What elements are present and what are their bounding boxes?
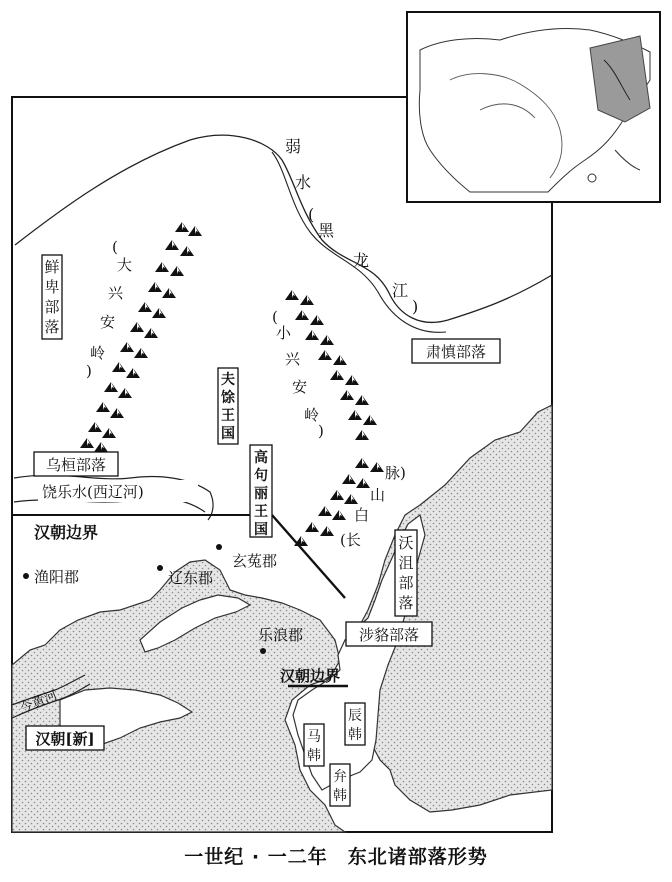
lelang-label: 乐浪郡 (258, 626, 304, 644)
ruoshui-char-5: 龙 (353, 251, 370, 270)
svg-text:夫: 夫 (221, 372, 235, 388)
xxa-char-2: 小 (276, 324, 292, 342)
liaodong-label: 辽东郡 (168, 569, 214, 587)
sushen-label: 肃慎部落 (425, 343, 487, 361)
dxa-char-2: 大 (117, 256, 133, 274)
han-border-2-group (280, 667, 340, 685)
svg-text:国: 国 (221, 426, 235, 442)
svg-text:马: 马 (307, 729, 321, 745)
ruoshui-char-6: 江 (392, 281, 409, 300)
xxa-char-3: 兴 (285, 350, 301, 368)
svg-text:馀: 馀 (221, 390, 235, 406)
xxa-char-1: ( (272, 308, 278, 326)
chenhan-label (345, 703, 365, 745)
huimo-label: 涉貉部落 (358, 626, 420, 644)
svg-text:韩: 韩 (307, 748, 321, 764)
svg-text:部: 部 (398, 574, 414, 592)
svg-text:鲜: 鲜 (44, 258, 60, 276)
yuyang-marker (23, 573, 29, 579)
han-xin-label: 汉朝[新] (35, 730, 95, 748)
dxa-char-3: 兴 (108, 284, 124, 302)
cbs-char-2: 白 (354, 506, 370, 524)
xxa-char-4: 安 (292, 378, 308, 396)
svg-text:落: 落 (44, 318, 60, 336)
map-caption: 一世纪 · 一二年 东北诸部落形势 (184, 846, 488, 868)
ruoshui-char-3: ( (308, 205, 315, 224)
svg-text:王: 王 (221, 408, 235, 424)
xuantu-label: 玄菟郡 (232, 552, 278, 570)
svg-text:部: 部 (44, 298, 60, 316)
gaogouli-label (250, 445, 272, 538)
svg-text:韩: 韩 (348, 727, 362, 743)
cbs-char-3: 山 (370, 486, 386, 504)
svg-text:弁: 弁 (333, 769, 347, 785)
cbs-char-1: (长 (340, 531, 361, 549)
han-xin-label-group (26, 726, 104, 750)
inset-map (407, 12, 660, 202)
wuhuan-label-group (34, 452, 118, 476)
yuyang-label: 渔阳郡 (34, 568, 80, 586)
svg-text:落: 落 (398, 594, 414, 612)
liaodong-marker (157, 565, 163, 571)
ruoshui-char-7: ) (412, 297, 419, 316)
svg-text:沃: 沃 (398, 534, 414, 552)
svg-text:辰: 辰 (348, 708, 362, 724)
mahan-label (304, 724, 324, 766)
dxa-char-5: 岭 (90, 344, 106, 362)
xxa-char-6: ) (318, 422, 324, 440)
ruoshui-char-4: 黑 (318, 221, 335, 240)
xianbei-label (42, 255, 62, 339)
raole-label: 饶乐水(西辽河) (42, 483, 144, 501)
huimo-label-group (346, 622, 432, 646)
huanghe-label: 今黄河 (17, 688, 60, 717)
lelang-marker (260, 648, 266, 654)
ruoshui-char-2: 水 (295, 173, 312, 192)
han-border-label-2: 汉朝边界 (279, 667, 341, 685)
svg-text:沮: 沮 (398, 554, 414, 572)
inset-highlight (590, 36, 650, 122)
sushen-label-group (412, 339, 500, 363)
wozu-label (395, 530, 417, 616)
svg-text:国: 国 (254, 522, 268, 538)
dxa-char-6: ) (86, 362, 92, 380)
han-border-label-1: 汉朝边界 (34, 523, 99, 542)
cbs-char-4: 脉) (385, 464, 406, 482)
dxa-char-4: 安 (100, 313, 116, 331)
bianhan-label (330, 764, 350, 806)
svg-text:高: 高 (254, 450, 268, 466)
raole-label-group (38, 480, 198, 502)
svg-text:卑: 卑 (44, 278, 60, 296)
dxa-char-1: ( (112, 238, 118, 256)
xuantu-marker (216, 544, 222, 550)
svg-text:句: 句 (254, 468, 268, 484)
wuhuan-label: 乌桓部落 (45, 456, 107, 474)
svg-text:王: 王 (254, 504, 268, 520)
svg-text:丽: 丽 (254, 486, 268, 502)
xxa-char-5: 岭 (304, 406, 320, 424)
ruoshui-char-1: 弱 (285, 137, 302, 156)
svg-text:韩: 韩 (333, 788, 347, 804)
fuyu-label (218, 368, 238, 444)
